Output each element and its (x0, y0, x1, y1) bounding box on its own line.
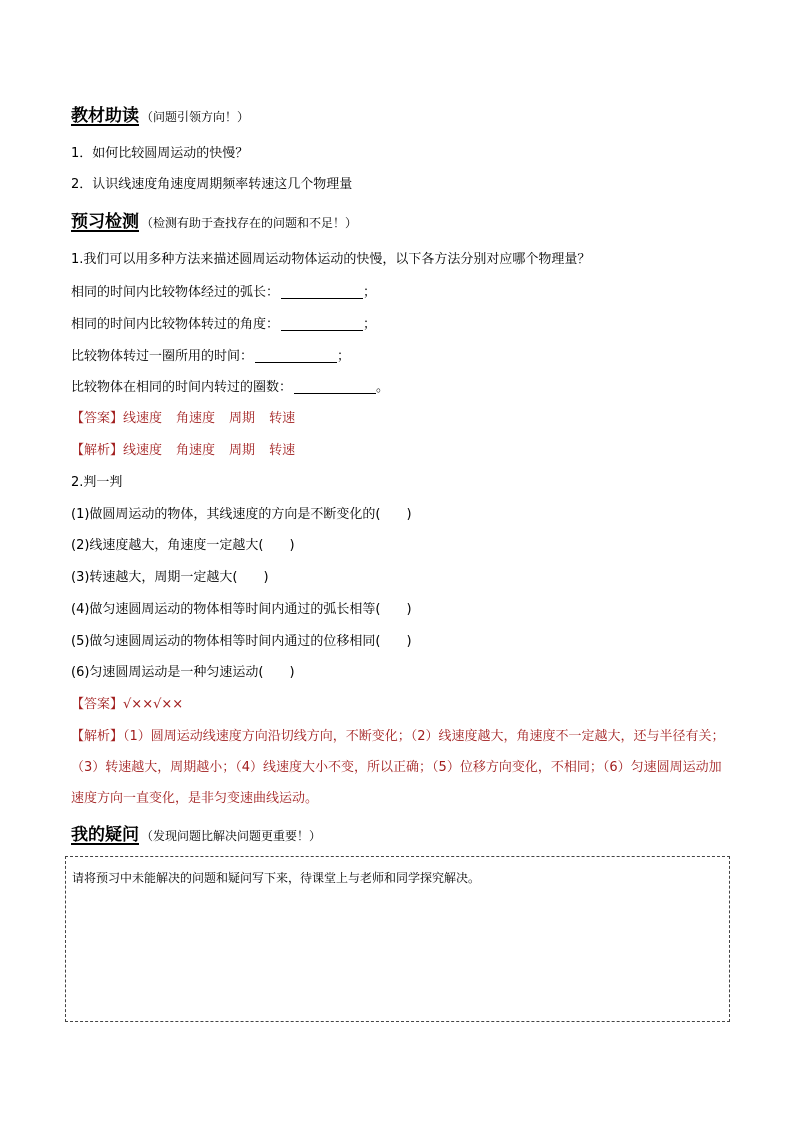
q2-item-3 (71, 570, 269, 586)
q1-blank-2-end: ； (363, 317, 377, 332)
analysis-value: 角速度 (176, 443, 216, 458)
judge-close: ) (406, 634, 412, 649)
q2-analysis (71, 721, 729, 814)
analysis-text: （1）圆周运动线速度方向沿切线方向，不断变化；（2）线速度越大，角速度不一定越大，还与半径有关；（3）转速越大，周期越小；（4）线速度大小不变，所以正确；（5）位移方向变化，不相同；（6）匀速圆周运动加速度方向一直变化，是非匀变速曲线运动。 (71, 729, 725, 806)
answer-label: 【答案】 (71, 411, 124, 426)
q1-blank-3-text: 比较物体转过一圈所用的时间： (71, 349, 254, 364)
judge-close: ) (263, 570, 269, 585)
preview-heading (71, 214, 357, 232)
q2-item-6 (71, 665, 295, 681)
q1-blank-2 (71, 316, 376, 333)
questions-title: 我的疑问 (71, 825, 139, 845)
answer-blank[interactable] (281, 284, 363, 299)
preview-title: 预习检测 (71, 212, 139, 232)
guide-item-1: 1．如何比较圆周运动的快慢？ (71, 146, 249, 161)
q2-item-4 (71, 602, 412, 618)
q1-blank-2-text: 相同的时间内比较物体转过的角度： (71, 317, 280, 332)
guide-title: 教材助读 (71, 106, 139, 126)
q1-blank-1 (71, 284, 376, 301)
q2-answer (71, 697, 183, 713)
analysis-value: 周期 (229, 443, 256, 458)
answer-value: 角速度 (176, 411, 216, 426)
answer-value: 转速 (269, 411, 296, 426)
judge-text: (6)匀速圆周运动是一种匀速运动( (71, 665, 264, 680)
q1-analysis (71, 443, 309, 459)
judge-close: ) (406, 602, 412, 617)
judge-text: (2)线速度越大，角速度一定越大( (71, 538, 264, 553)
analysis-label: 【解析】 (71, 729, 124, 744)
judge-text: (3)转速越大，周期一定越大( (71, 570, 238, 585)
guide-subtitle: （问题引领方向！） (141, 110, 250, 124)
q1-blank-4-text: 比较物体在相同的时间内转过的圈数： (71, 380, 293, 395)
answer-value: 周期 (229, 411, 256, 426)
judge-text: (5)做匀速圆周运动的物体相等时间内通过的位移相同( (71, 634, 381, 649)
analysis-value: 线速度 (123, 443, 163, 458)
q2-item-2 (71, 538, 295, 554)
answer-blank[interactable] (281, 316, 363, 331)
q1-blank-1-end: ； (363, 285, 377, 300)
judge-close: ) (406, 507, 412, 522)
answer-value: √××√×× (123, 697, 184, 712)
answer-label: 【答案】 (71, 697, 124, 712)
answer-value: 线速度 (123, 411, 163, 426)
q1-blank-4-end: 。 (376, 380, 390, 395)
judge-close: ) (289, 538, 295, 553)
q2-stem: 2.判一判 (71, 475, 123, 490)
q1-stem: 1.我们可以用多种方法来描述圆周运动物体运动的快慢，以下各方法分别对应哪个物理量？ (71, 252, 591, 267)
guide-heading (71, 108, 249, 126)
q2-item-1 (71, 507, 412, 523)
q1-answer (71, 411, 309, 427)
questions-heading (71, 827, 321, 845)
analysis-label: 【解析】 (71, 443, 124, 458)
q1-blank-3-end: ； (337, 349, 351, 364)
judge-close: ) (289, 665, 295, 680)
judge-text: (4)做匀速圆周运动的物体相等时间内通过的弧长相等( (71, 602, 381, 617)
judge-text: (1)做圆周运动的物体，其线速度的方向是不断变化的( (71, 507, 381, 522)
q1-blank-1-text: 相同的时间内比较物体经过的弧长： (71, 285, 280, 300)
questions-textbox[interactable] (65, 856, 730, 1022)
answer-blank[interactable] (294, 379, 376, 394)
q1-blank-4 (71, 379, 389, 396)
q2-item-5 (71, 634, 412, 650)
answer-blank[interactable] (255, 348, 337, 363)
analysis-value: 转速 (269, 443, 296, 458)
q1-blank-3 (71, 348, 350, 365)
preview-subtitle: （检测有助于查找存在的问题和不足！） (141, 216, 358, 230)
questions-subtitle: （发现问题比解决问题更重要！） (141, 829, 322, 843)
questions-prompt: 请将预习中未能解决的问题和疑问写下来，待课堂上与老师和同学探究解决。 (72, 871, 481, 885)
guide-item-2: 2．认识线速度角速度周期频率转速这几个物理量 (71, 177, 353, 192)
